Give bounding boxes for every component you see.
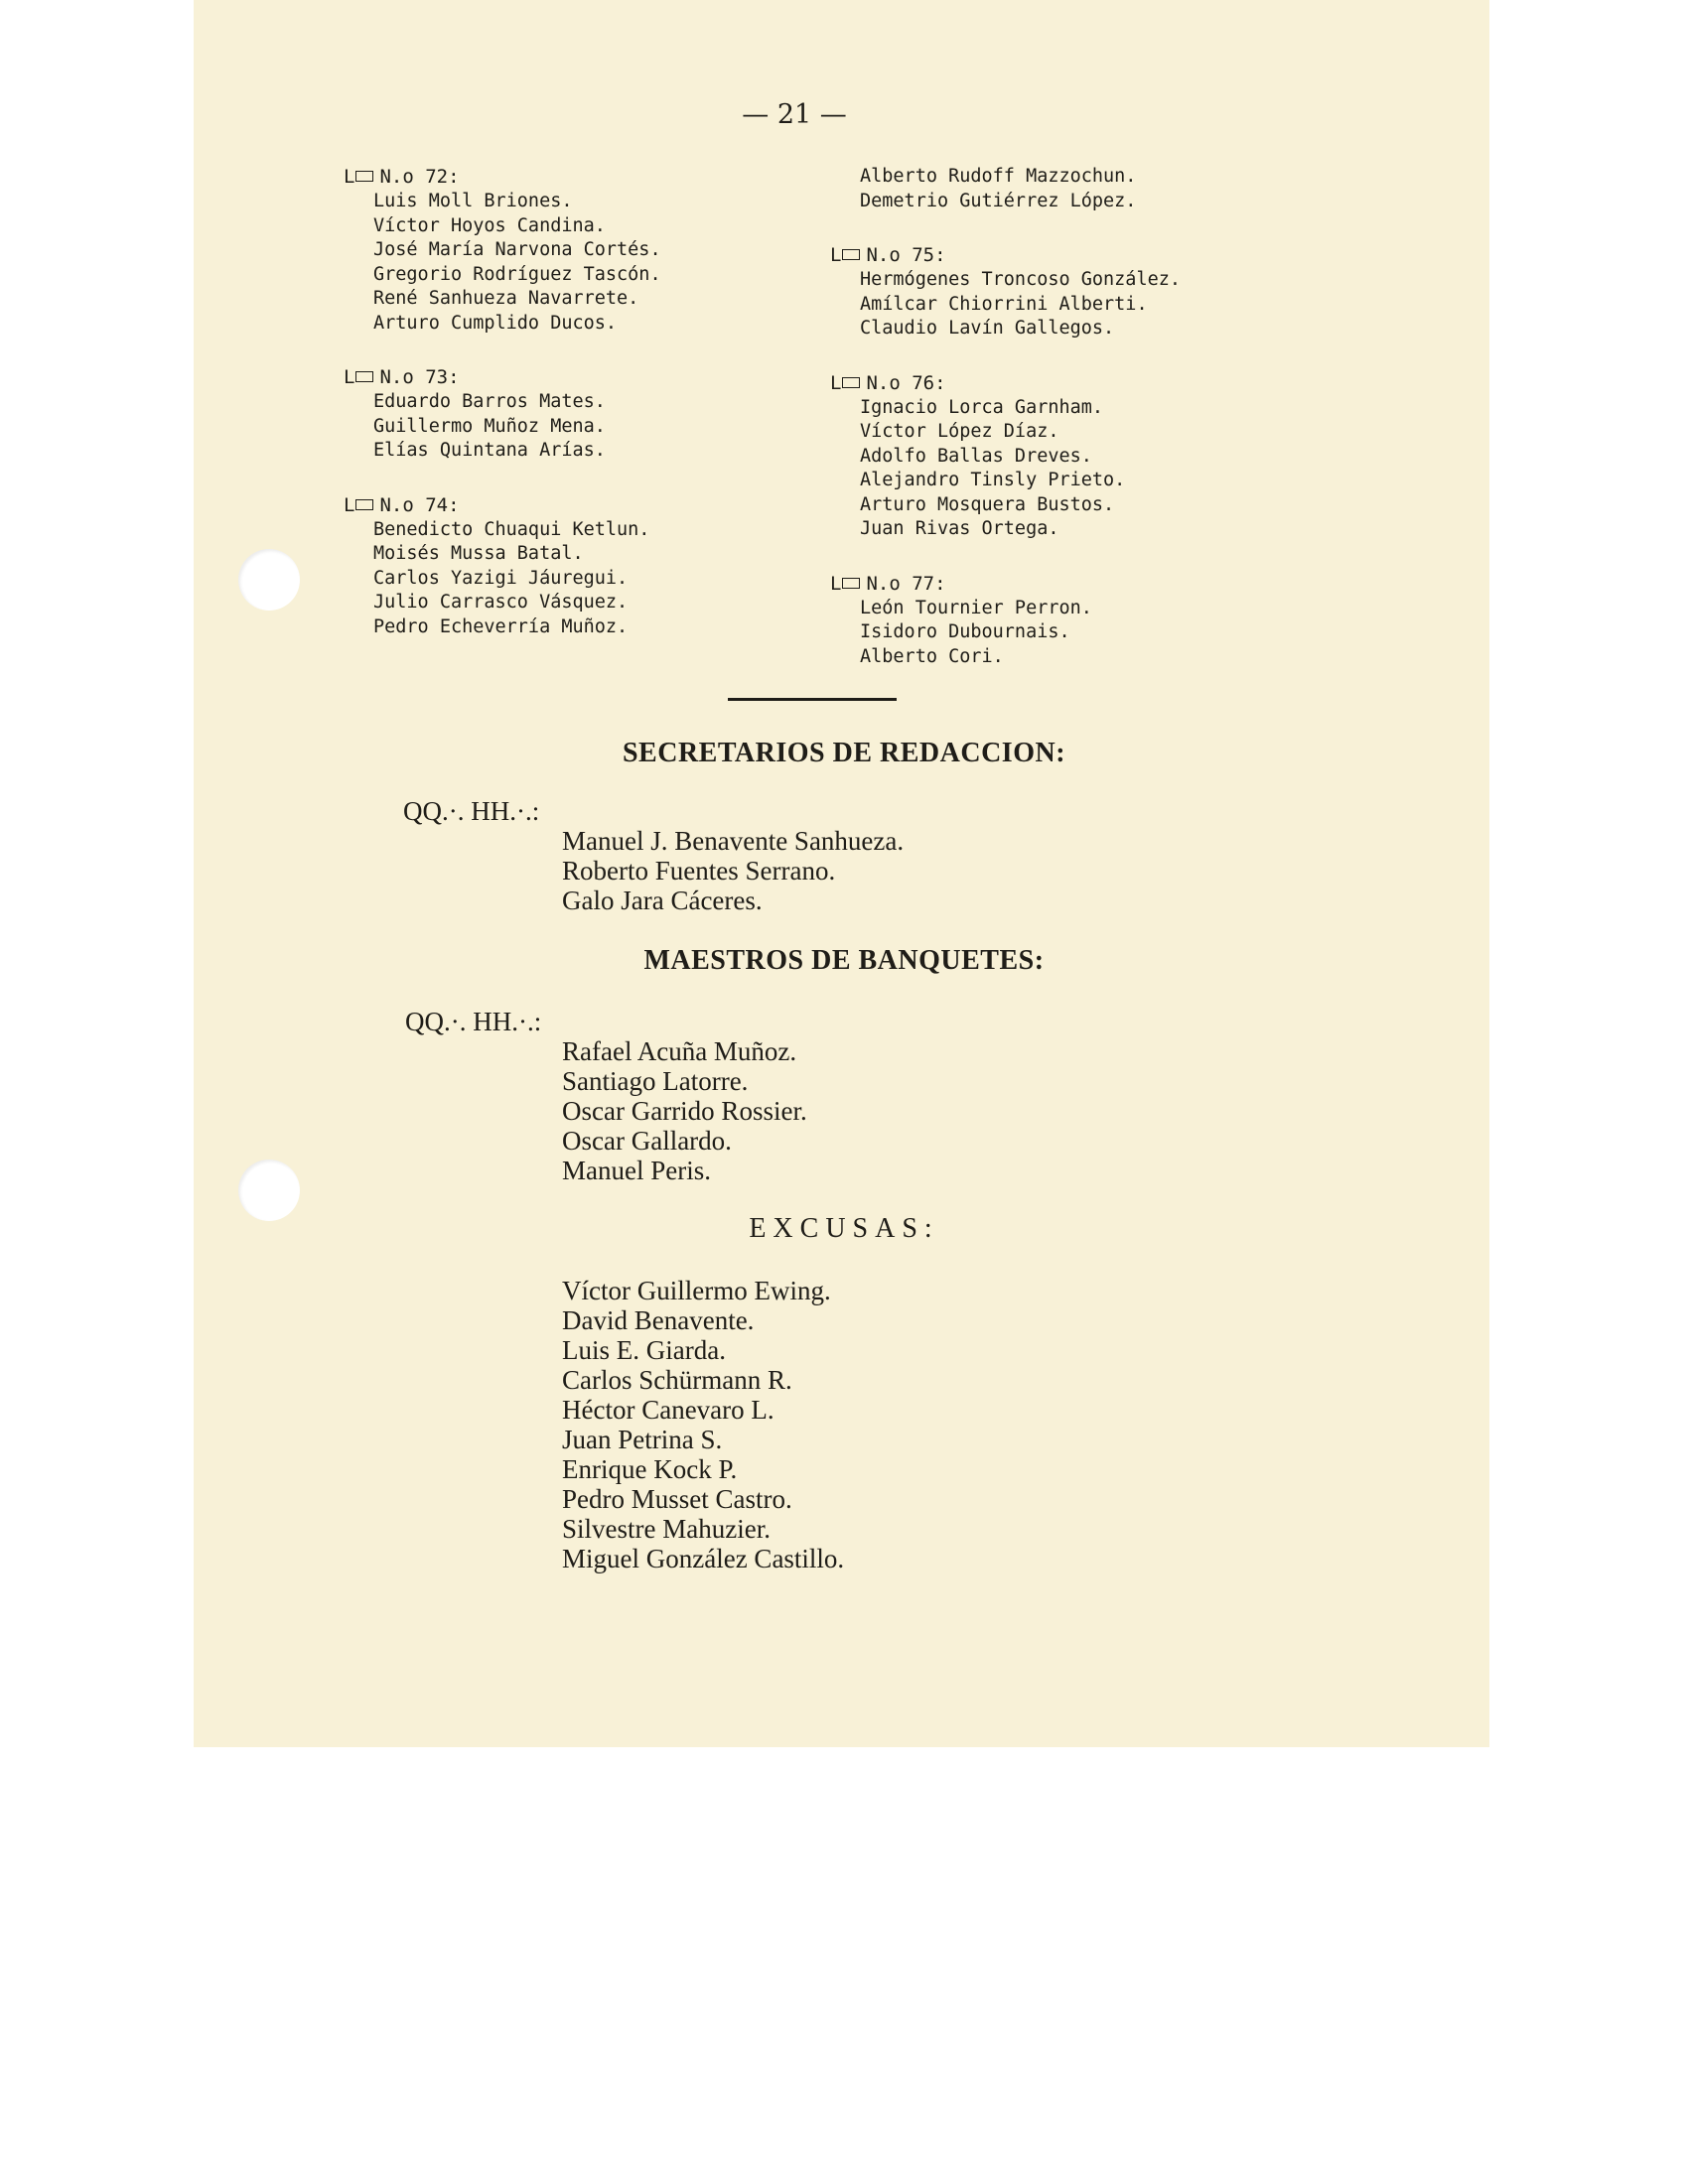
person-name: Juan Petrina S. xyxy=(562,1425,723,1454)
lodge-continuation xyxy=(830,165,1181,213)
lodge-member: Guillermo Muñoz Mena. xyxy=(373,415,606,437)
lodge-number: N.o 72: xyxy=(379,166,460,188)
lodge-square-icon xyxy=(842,377,860,388)
person-name: Carlos Schürmann R. xyxy=(562,1365,792,1395)
lodge-block xyxy=(344,365,661,464)
lodge-prefix: L xyxy=(830,371,842,394)
lodge-member: Alberto Rudoff Mazzochun. xyxy=(860,166,1137,187)
lodge-member: Moisés Mussa Batal. xyxy=(373,543,584,564)
lodge-prefix: L xyxy=(344,166,355,188)
lodges-left-column xyxy=(344,165,661,669)
lodge-member: Isidoro Dubournais. xyxy=(860,621,1070,642)
person-name: Silvestre Mahuzier. xyxy=(562,1514,771,1544)
lodge-prefix: L xyxy=(344,366,355,388)
lodge-prefix: L xyxy=(344,493,355,516)
lodge-member: Víctor Hoyos Candina. xyxy=(373,214,606,236)
lodge-heading xyxy=(830,371,1181,396)
person-name: Oscar Garrido Rossier. xyxy=(562,1096,807,1126)
lodge-heading xyxy=(344,493,661,518)
binder-hole-top xyxy=(238,549,300,611)
person-name: David Benavente. xyxy=(562,1305,755,1335)
person-name: Miguel González Castillo. xyxy=(562,1544,845,1573)
lodge-block xyxy=(344,493,661,640)
lodge-member: Ignacio Lorca Garnham. xyxy=(860,396,1104,418)
lodge-member: Hermógenes Troncoso González. xyxy=(860,269,1182,290)
lodge-member: Adolfo Ballas Dreves. xyxy=(860,445,1092,467)
lodge-heading xyxy=(830,572,1181,597)
lodge-block xyxy=(830,371,1181,542)
lodge-member: José María Narvona Cortés. xyxy=(373,239,661,260)
person-name: Manuel J. Benavente Sanhueza. xyxy=(562,826,905,856)
lodge-member: Pedro Echeverría Muñoz. xyxy=(373,615,629,637)
lodge-heading xyxy=(344,165,661,190)
lodge-square-icon xyxy=(355,371,373,382)
person-name: Pedro Musset Castro. xyxy=(562,1484,792,1514)
lodge-member: Carlos Yazigi Jáuregui. xyxy=(373,567,629,589)
person-name: Héctor Canevaro L. xyxy=(562,1395,774,1425)
person-name: Manuel Peris. xyxy=(562,1156,711,1185)
lodge-square-icon xyxy=(355,171,373,182)
maestros-label: QQ.·. HH.·.: xyxy=(405,1007,542,1036)
excusas-list xyxy=(562,1276,844,1573)
lodge-member: Arturo Cumplido Ducos. xyxy=(373,312,618,334)
lodge-block xyxy=(830,243,1181,341)
lodge-prefix: L xyxy=(830,572,842,595)
lodge-member: Alejandro Tinsly Prieto. xyxy=(860,470,1126,490)
binder-hole-bottom xyxy=(238,1160,300,1221)
lodge-square-icon xyxy=(842,578,860,589)
person-name: Rafael Acuña Muñoz. xyxy=(562,1036,797,1066)
lodge-member: Luis Moll Briones. xyxy=(373,191,573,211)
person-name: Enrique Kock P. xyxy=(562,1454,738,1484)
section-divider xyxy=(728,698,897,701)
page-number: — 21 — xyxy=(742,99,847,130)
person-name: Roberto Fuentes Serrano. xyxy=(562,856,836,886)
lodge-square-icon xyxy=(355,499,373,510)
lodge-member: Gregorio Rodríguez Tascón. xyxy=(373,263,661,285)
lodge-number: N.o 74: xyxy=(379,493,460,516)
lodges-right-column xyxy=(830,165,1181,699)
lodge-member: Víctor López Díaz. xyxy=(860,421,1059,442)
lodge-member: Benedicto Chuaqui Ketlun. xyxy=(373,518,650,540)
lodge-heading xyxy=(344,365,661,390)
person-name: Oscar Gallardo. xyxy=(562,1126,732,1156)
secretarios-label: QQ.·. HH.·.: xyxy=(403,796,540,826)
person-name: Luis E. Giarda. xyxy=(562,1335,726,1365)
lodge-square-icon xyxy=(842,249,860,260)
excusas-title: EXCUSAS: xyxy=(749,1213,939,1244)
lodge-number: N.o 76: xyxy=(866,371,946,394)
maestros-list xyxy=(562,1036,807,1185)
lodge-member: Eduardo Barros Mates. xyxy=(373,391,606,412)
maestros-title: MAESTROS DE BANQUETES: xyxy=(643,945,1045,976)
person-name: Víctor Guillermo Ewing. xyxy=(562,1276,831,1305)
person-name: Santiago Latorre. xyxy=(562,1066,749,1096)
lodge-prefix: L xyxy=(830,244,842,266)
lodge-member: Elías Quintana Arías. xyxy=(373,440,606,461)
lodge-member: León Tournier Perron. xyxy=(860,597,1092,618)
lodge-number: N.o 75: xyxy=(866,244,946,266)
lodge-number: N.o 73: xyxy=(379,366,460,388)
secretarios-title: SECRETARIOS DE REDACCION: xyxy=(622,738,1066,768)
lodge-heading xyxy=(830,243,1181,268)
lodge-member: René Sanhueza Navarrete. xyxy=(373,288,639,309)
lodge-block xyxy=(344,165,661,336)
lodge-member: Demetrio Gutiérrez López. xyxy=(860,190,1137,211)
lodge-member: Julio Carrasco Vásquez. xyxy=(373,592,629,613)
lodge-member: Alberto Cori. xyxy=(860,645,1004,667)
lodge-block xyxy=(830,572,1181,670)
lodge-member: Claudio Lavín Gallegos. xyxy=(860,318,1115,339)
person-name: Galo Jara Cáceres. xyxy=(562,886,763,915)
lodge-member: Arturo Mosquera Bustos. xyxy=(860,493,1115,515)
lodge-number: N.o 77: xyxy=(866,572,946,595)
lodge-member: Amílcar Chiorrini Alberti. xyxy=(860,293,1148,315)
lodge-member: Juan Rivas Ortega. xyxy=(860,518,1059,539)
secretarios-list xyxy=(562,826,904,915)
